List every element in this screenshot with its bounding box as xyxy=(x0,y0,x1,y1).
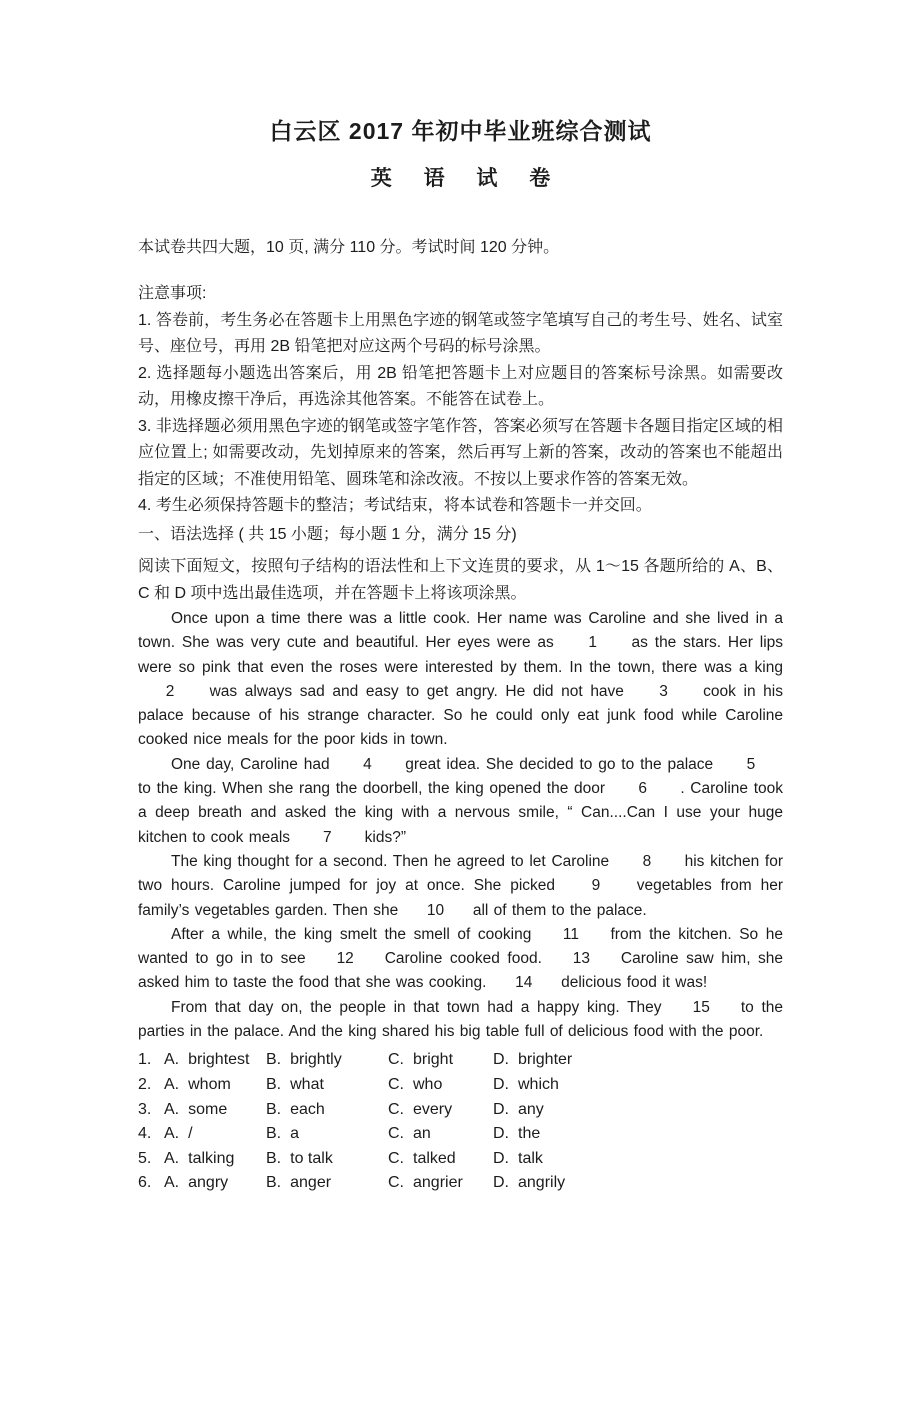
option-choice xyxy=(388,1147,493,1172)
choice-letter: C. xyxy=(388,1075,404,1093)
cloze-passage xyxy=(138,607,783,1044)
option-choice xyxy=(266,1147,388,1172)
option-number: 6. xyxy=(138,1174,152,1192)
choice-letter: A. xyxy=(164,1149,180,1167)
option-choice xyxy=(266,1098,388,1123)
option-row xyxy=(138,1098,783,1123)
choice-text: / xyxy=(188,1125,193,1143)
notice-section xyxy=(138,281,783,520)
option-choice xyxy=(493,1098,783,1123)
choice-letter: C. xyxy=(388,1051,404,1069)
choice-text: angry xyxy=(188,1174,229,1192)
choice-letter: B. xyxy=(266,1100,282,1118)
option-choice xyxy=(138,1098,266,1123)
cloze-blank-10: 10 xyxy=(426,901,445,919)
option-number: 5. xyxy=(138,1149,152,1167)
passage-paragraph: Once upon a time there was a little cook. Her name was Caroline and she lived in a town. She was very cute and beautiful. Her eyes were as 1 as the stars. Her lips were so pink that even the roses were interested by them. In the town, there was a king 2 was always sad and easy to get angry. He did not have 3 cook in his palace because of his strange character. So he could only eat junk food while Caroline cooked nice meals for the poor kids in town. xyxy=(138,610,784,749)
choice-letter: C. xyxy=(388,1149,404,1167)
choice-text: a xyxy=(290,1125,300,1143)
option-choice xyxy=(138,1147,266,1172)
choice-text: angrier xyxy=(413,1174,463,1192)
notice-item: 3. 非选择题必须用黑色字迹的钢笔或签字笔作答，答案必须写在答题卡各题目指定区域的相应位置上; 如需要改动，先划掉原来的答案，然后再写上新的答案，改动的答案也不能超出指定的区域；不准使用铅笔、圆珠笔和涂改液。不按以上要求作答的答案无效。 xyxy=(138,417,783,488)
option-number: 3. xyxy=(138,1100,152,1118)
choice-text: to talk xyxy=(290,1149,333,1167)
choice-letter: D. xyxy=(493,1125,509,1143)
choice-text: bright xyxy=(413,1051,454,1069)
choice-letter: B. xyxy=(266,1051,282,1069)
choice-text: every xyxy=(413,1100,453,1118)
choice-text: brightly xyxy=(290,1051,342,1069)
cloze-blank-5: 5 xyxy=(746,755,756,773)
cloze-blank-6: 6 xyxy=(638,780,647,798)
option-choice xyxy=(493,1073,783,1098)
choice-text: angrily xyxy=(518,1174,566,1192)
choice-text: any xyxy=(518,1100,544,1118)
choice-letter: B. xyxy=(266,1174,282,1192)
choice-text: talked xyxy=(413,1149,456,1167)
option-choice xyxy=(388,1171,493,1196)
choice-text: which xyxy=(518,1075,559,1093)
option-choice xyxy=(493,1147,783,1172)
notice-items xyxy=(138,308,783,520)
notice-item: 2. 选择题每小题选出答案后，用 2B 铅笔把答题卡上对应题目的答案标号涂黑。如需要改动，用橡皮擦干净后，再选涂其他答案。不能答在试卷上。 xyxy=(138,364,783,408)
exam-subtitle: 英 语 试 卷 xyxy=(370,167,564,190)
option-number: 1. xyxy=(138,1051,152,1069)
choice-letter: A. xyxy=(164,1100,180,1118)
cloze-blank-9: 9 xyxy=(591,877,601,895)
cloze-blank-7: 7 xyxy=(323,828,332,846)
choice-letter: A. xyxy=(164,1174,180,1192)
cloze-blank-4: 4 xyxy=(363,755,372,773)
cloze-blank-3: 3 xyxy=(659,682,668,700)
option-row xyxy=(138,1073,783,1098)
choice-text: the xyxy=(518,1125,541,1143)
option-choice xyxy=(138,1048,266,1073)
passage-paragraph: After a while, the king smelt the smell of cooking 11 from the kitchen. So he wanted to go in to see 12 Caroline cooked food. 13 Caroline saw him, she asked him to taste the food that she was cooking. 14 delicious food it was! xyxy=(138,923,783,996)
exam-document-page xyxy=(0,116,920,1418)
option-number: 2. xyxy=(138,1075,152,1093)
passage-paragraph: From that day on, the people in that town had a happy king. They 15 to the parties in the palace. And the king shared his big table full of delicious food with the poor. xyxy=(138,996,783,1045)
option-choice xyxy=(266,1171,388,1196)
cloze-blank-2: 2 xyxy=(165,682,175,700)
option-row xyxy=(138,1171,783,1196)
choice-text: what xyxy=(290,1075,324,1093)
cloze-blank-15: 15 xyxy=(692,998,710,1016)
cloze-blank-14: 14 xyxy=(515,974,533,992)
choice-letter: B. xyxy=(266,1149,282,1167)
choice-text: anger xyxy=(290,1174,332,1192)
option-choice xyxy=(388,1122,493,1147)
choice-text: talk xyxy=(518,1149,543,1167)
choice-letter: D. xyxy=(493,1149,509,1167)
passage-paragraph: The king thought for a second. Then he agreed to let Caroline 8 his kitchen for two hours. Caroline jumped for joy at once. She picked 9 vegetables from her family’s vegetables garden. Then she 10 all of them to the palace. xyxy=(138,850,783,923)
cloze-blank-13: 13 xyxy=(572,950,591,968)
option-choice xyxy=(266,1122,388,1147)
option-row xyxy=(138,1147,783,1172)
choice-letter: D. xyxy=(493,1051,509,1069)
choice-letter: A. xyxy=(164,1125,180,1143)
choice-text: each xyxy=(290,1100,325,1118)
option-choice xyxy=(138,1122,266,1147)
choice-letter: C. xyxy=(388,1174,404,1192)
option-number: 4. xyxy=(138,1125,152,1143)
notice-item: 4. 考生必须保持答题卡的整洁；考试结束，将本试卷和答题卡一并交回。 xyxy=(138,497,652,514)
choice-letter: D. xyxy=(493,1075,509,1093)
choice-letter: B. xyxy=(266,1075,282,1093)
exam-info-line: 本试卷共四大题，10 页, 满分 110 分。考试时间 120 分钟。 xyxy=(138,239,560,256)
answer-options xyxy=(138,1048,783,1196)
choice-letter: B. xyxy=(266,1125,282,1143)
choice-letter: A. xyxy=(164,1075,180,1093)
choice-text: an xyxy=(413,1125,431,1143)
section-1-heading: 一、语法选择 ( 共 15 小题；每小题 1 分，满分 15 分) xyxy=(138,525,517,543)
option-choice xyxy=(388,1098,493,1123)
choice-letter: D. xyxy=(493,1174,509,1192)
passage-paragraph: One day, Caroline had 4 great idea. She decided to go to the palace 5 to the king. When she rang the doorbell, the king opened the door 6 . Caroline took a deep breath and asked the king with a nervous smile, “ Can....Can I use your huge kitchen to cook meals 7 kids?” xyxy=(138,753,783,850)
choice-letter: C. xyxy=(388,1100,404,1118)
choice-text: brighter xyxy=(518,1051,573,1069)
notice-item: 1. 答卷前，考生务必在答题卡上用黑色字迹的钢笔或签字笔填写自己的考生号、姓名、试室号、座位号，再用 2B 铅笔把对应这两个号码的标号涂黑。 xyxy=(138,311,783,355)
choice-letter: C. xyxy=(388,1125,404,1143)
option-choice xyxy=(388,1073,493,1098)
option-row xyxy=(138,1122,783,1147)
choice-text: talking xyxy=(188,1149,235,1167)
exam-title: 白云区 2017 年初中毕业班综合测试 xyxy=(269,118,652,144)
choice-text: brightest xyxy=(188,1051,250,1069)
choice-text: who xyxy=(413,1075,443,1093)
choice-letter: D. xyxy=(493,1100,509,1118)
option-choice xyxy=(138,1171,266,1196)
cloze-blank-11: 11 xyxy=(562,925,579,943)
option-choice xyxy=(388,1048,493,1073)
option-choice xyxy=(138,1073,266,1098)
option-choice xyxy=(493,1048,783,1073)
option-choice xyxy=(266,1073,388,1098)
choice-text: some xyxy=(188,1100,228,1118)
choice-letter: A. xyxy=(164,1051,180,1069)
option-choice xyxy=(493,1122,783,1147)
option-row xyxy=(138,1048,783,1073)
section-1-instructions: 阅读下面短文，按照句子结构的语法性和上下文连贯的要求，从 1～15 各题所给的 A、B、C 和 D 项中选出最佳选项，并在答题卡上将该项涂黑。 xyxy=(138,558,783,602)
cloze-blank-1: 1 xyxy=(588,634,597,652)
cloze-blank-8: 8 xyxy=(642,852,652,870)
option-choice xyxy=(266,1048,388,1073)
cloze-blank-12: 12 xyxy=(336,950,354,968)
option-choice xyxy=(493,1171,783,1196)
choice-text: whom xyxy=(188,1075,231,1093)
notice-heading: 注意事项: xyxy=(138,285,207,302)
